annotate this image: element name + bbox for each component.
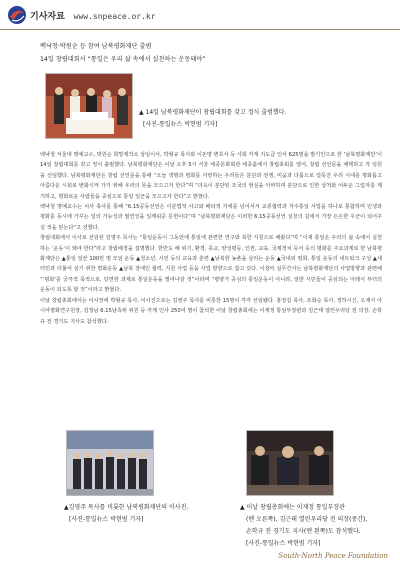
foundation-logo-icon <box>6 5 28 25</box>
photo1-caption-2: [사진-통일뉴스 박현범 기자] <box>143 121 218 128</box>
headline-line-2: 14일 창립대회서 “통일은 우리 삶 속에서 실천하는 운동돼야” <box>40 56 206 63</box>
photo-attending-guests <box>246 430 334 496</box>
photo2-caption-2: [사진-통일뉴스 박현범 기자] <box>69 516 144 523</box>
photo-board-members <box>66 430 154 496</box>
section-title: 기사자료 <box>30 12 65 22</box>
paragraph-2: 백낙청 명예교수는 치사 축사를 통해 “6.15공동선언은 이분법적 사고와 배타적 자세를 넘어서서 교류협력과 자주통일 사업을 하나로 통합하며 민생과 평화를 동시에 가꾸는 일의 가능성과 필연성을 일깨워준 문헌이다”며 “남북평화재단은 이러한 6.15공동선언 실천의 길에서 가장 든든한 우군이 되어주실 것을 믿는다”고 전했다. <box>40 204 382 231</box>
paragraph-1: 백낙청 서울대 명예교수, 박원순 희망제작소 상임이사, 박형규 목사와 이돈명 변호사 등 사회 각계 지도급 인사 625명을 발기인으로 한 ‘남북평화재단’이 14일 창립대회를 갖고 정식 출범했다. 남북평화재단은 이날 오후 5시 서울 세종문화회관 세종홀에서 창립총회를 열어, 창립 선언문을 채택하고 각 임원을 선임했다. 남북평화재단은 창립 선언문을 통해 “오늘 생명과 평화를 사랑하는 우리들은 분단과 전쟁, 미움과 다툼으로 얼룩진 우리 시대를 평화롭고 아름다운 시회로 변화시켜 가기 위해 우리의 뜻을 모으고자 한다”며 “더욱이 분단된 조국의 현실을 아파하며 분단으로 인한 상처와 어두운 그림자를 제거하고, 평화로운 사람들을 중심으로 통일 일군을 모으고자 한다”고 밝혔다. <box>40 152 382 200</box>
photo-inauguration <box>45 73 133 139</box>
site-url: www.snpeace.or.kr <box>73 12 156 21</box>
photo3-caption-4: [사진-통일뉴스 박현범 기자] <box>246 540 321 547</box>
photo1-caption-1: ▲ 14일 남북평화재단이 창립대회를 갖고 정식 출범했다. <box>139 109 287 116</box>
headline-line-1: 백낙청·박원순 등 참여 남북평화재단 출범 <box>40 43 152 50</box>
article-body <box>40 150 382 327</box>
footer-brand: South-North Peace Foundation <box>278 552 388 560</box>
guests-photo-image <box>247 431 334 496</box>
photo3-caption-3: 손학규 전 경기도 지사(맨 왼쪽)도 참석했다. <box>246 528 361 535</box>
paragraph-3: 창립대회에서 이사로 선임된 김영주 목사는 “통일운동이 그동안에 통일에 관련한 연구와 북한 지원으로 해왔다”며 “이제 통일은 우리의 삶 속에서 실천하는 ‘운동’이 돼야 한다”라고 창립배경을 설명했다. 한반도 해 위기, 환경, 종교, 양성평등, 인권, 교육, 국제정치 등서 등의 평화를 주요과제로 한 남북평화재단은 ▲통일 일꾼 100만 명 모임 운동 ▲청소년, 시민 등의 교육과 훈련 ▲남북한 농촌을 살리는 운동 ▲국내외 평화, 통일 운동의 네트워크 구성 ▲새터민과 더불어 살기 위한 평화운동 ▲남북 장애인 협력, 지원 사업 등을 사업 방향으로 잡고 있다. 이창익 실무간사는 남북평화재단의 사업방향과 관련해 “‘평화’를 궁극적 목적으로, 당면한 과제로 통일운동을 벌여나갈 것”이라며 “평양가 중심의 통일운동이 아니라, 일반 시민들이 중심되는 아래서 부터의 운동이 되도록 할 것”이라고 밝혔다. <box>40 235 382 294</box>
inauguration-photo-image <box>46 74 133 139</box>
photo3-caption-1: ▲ 이날 창립총회에는 이재정 통일부장관 <box>240 504 345 511</box>
board-members-photo-image <box>67 431 154 496</box>
page-header <box>0 0 400 30</box>
paragraph-4: 이날 창립총회에서는 이사장에 박형규 목사, 이사진으로는 김영주 목사를 비롯한 15명이 각각 선임됐다. 홍장길 목사, 조화순 목사, 정하시신, 오재식 아시아평화연구원장, 김정남 6.15남측위 위원 등 각계 인사 250여 명이 참석한 이날 창립총회에는 이재정 통일부장관과 김근태 열린우리당 전 의장, 손학규 전 경기도 지사도 참석했다. <box>40 297 382 325</box>
photo3-caption-2: (맨 오른쪽), 김근태 열린우리당 전 의장(중간), <box>246 516 368 523</box>
photo2-caption-1: ▲김영주 목사를 비롯한 남북평화재단의 이사진. <box>64 504 189 511</box>
